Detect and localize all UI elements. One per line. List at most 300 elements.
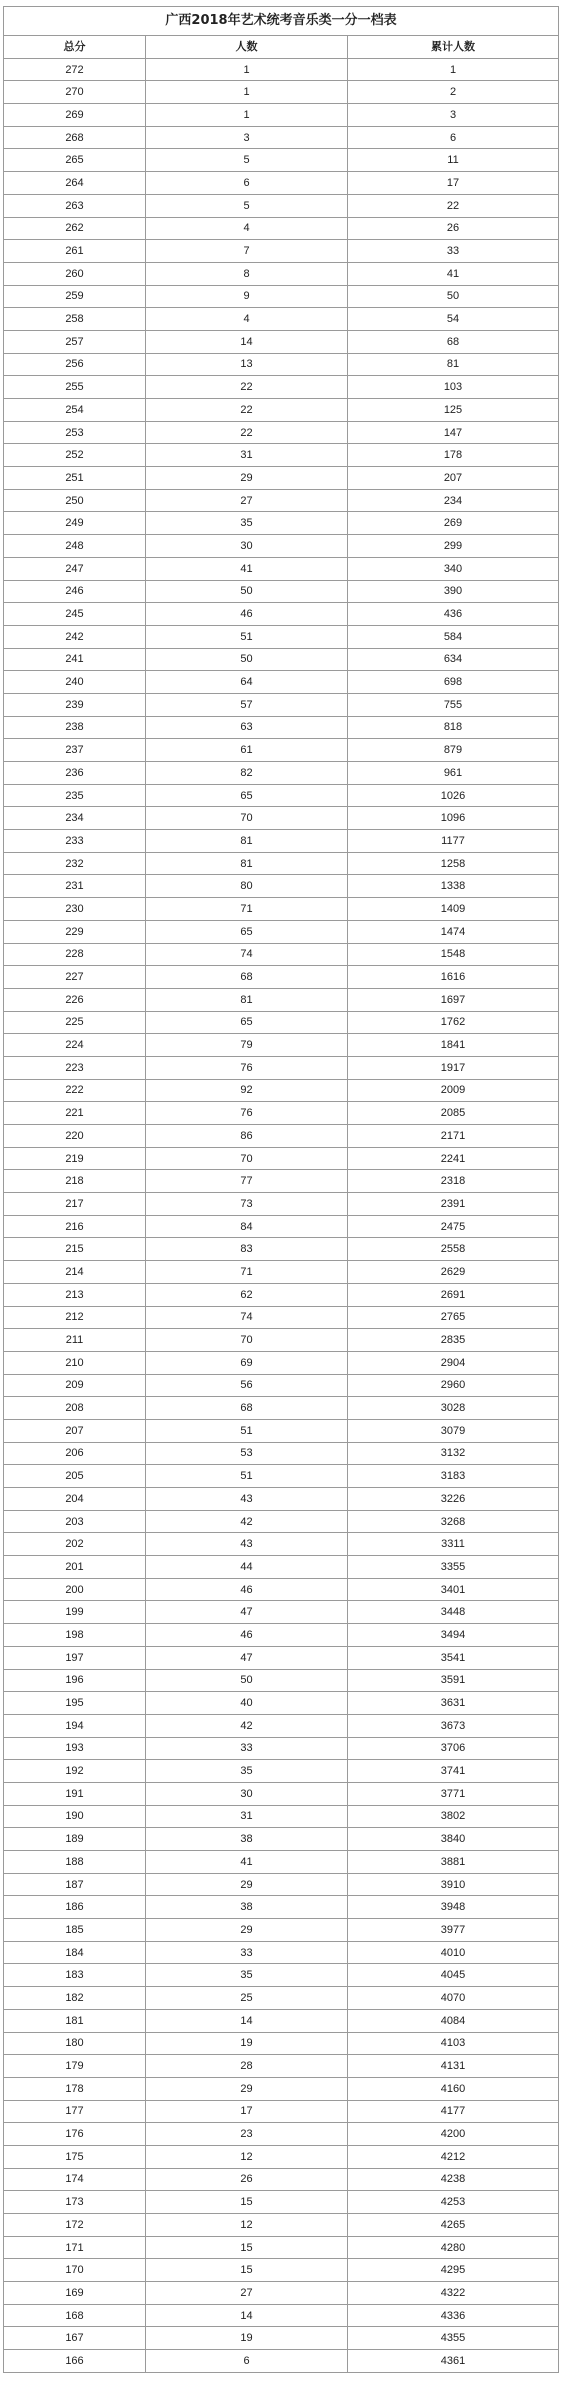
cell-count: 12 (146, 2145, 348, 2168)
cell-cumulative-count: 1548 (348, 943, 559, 966)
cell-count: 4 (146, 308, 348, 331)
table-row (4, 2100, 559, 2123)
cell-cumulative-count: 26 (348, 217, 559, 240)
table-row (4, 988, 559, 1011)
cell-total-score: 252 (4, 444, 146, 467)
cell-total-score: 193 (4, 1737, 146, 1760)
cell-total-score: 178 (4, 2077, 146, 2100)
table-row (4, 1782, 559, 1805)
cell-cumulative-count: 1177 (348, 830, 559, 853)
table-row (4, 1351, 559, 1374)
cell-cumulative-count: 3448 (348, 1601, 559, 1624)
cell-total-score: 201 (4, 1556, 146, 1579)
header-total-score: 总分 (4, 36, 146, 59)
table-row (4, 966, 559, 989)
cell-total-score: 254 (4, 399, 146, 422)
cell-total-score: 214 (4, 1261, 146, 1284)
table-row (4, 2282, 559, 2305)
cell-cumulative-count: 1 (348, 58, 559, 81)
cell-cumulative-count: 1762 (348, 1011, 559, 1034)
table-row (4, 2191, 559, 2214)
table-row (4, 1760, 559, 1783)
cell-total-score: 236 (4, 762, 146, 785)
cell-total-score: 190 (4, 1805, 146, 1828)
table-row (4, 1896, 559, 1919)
cell-cumulative-count: 4200 (348, 2123, 559, 2146)
cell-cumulative-count: 340 (348, 557, 559, 580)
cell-count: 30 (146, 535, 348, 558)
cell-count: 26 (146, 2168, 348, 2191)
table-row (4, 1011, 559, 1034)
cell-total-score: 228 (4, 943, 146, 966)
table-row (4, 444, 559, 467)
cell-count: 69 (146, 1351, 348, 1374)
table-row (4, 126, 559, 149)
cell-cumulative-count: 4265 (348, 2214, 559, 2237)
cell-count: 22 (146, 376, 348, 399)
cell-cumulative-count: 755 (348, 693, 559, 716)
cell-cumulative-count: 22 (348, 194, 559, 217)
cell-total-score: 246 (4, 580, 146, 603)
cell-cumulative-count: 103 (348, 376, 559, 399)
cell-total-score: 173 (4, 2191, 146, 2214)
cell-cumulative-count: 1697 (348, 988, 559, 1011)
cell-count: 29 (146, 2077, 348, 2100)
table-row (4, 240, 559, 263)
cell-total-score: 232 (4, 852, 146, 875)
cell-cumulative-count: 4238 (348, 2168, 559, 2191)
cell-count: 12 (146, 2214, 348, 2237)
cell-total-score: 233 (4, 830, 146, 853)
cell-total-score: 200 (4, 1578, 146, 1601)
cell-count: 38 (146, 1896, 348, 1919)
cell-total-score: 241 (4, 648, 146, 671)
cell-cumulative-count: 3771 (348, 1782, 559, 1805)
cell-count: 41 (146, 1851, 348, 1874)
cell-cumulative-count: 698 (348, 671, 559, 694)
cell-count: 17 (146, 2100, 348, 2123)
table-row (4, 693, 559, 716)
table-row (4, 784, 559, 807)
header-row (4, 36, 559, 59)
cell-cumulative-count: 2085 (348, 1102, 559, 1125)
cell-cumulative-count: 3401 (348, 1578, 559, 1601)
cell-total-score: 248 (4, 535, 146, 558)
table-title: 广西2018年艺术统考音乐类一分一档表 (3, 6, 559, 35)
cell-count: 51 (146, 1419, 348, 1442)
cell-count: 8 (146, 262, 348, 285)
cell-total-score: 186 (4, 1896, 146, 1919)
table-row (4, 1397, 559, 1420)
table-row (4, 1283, 559, 1306)
cell-cumulative-count: 4010 (348, 1941, 559, 1964)
cell-count: 74 (146, 1306, 348, 1329)
cell-cumulative-count: 879 (348, 739, 559, 762)
cell-total-score: 176 (4, 2123, 146, 2146)
cell-count: 28 (146, 2055, 348, 2078)
cell-count: 6 (146, 172, 348, 195)
cell-total-score: 225 (4, 1011, 146, 1034)
table-row (4, 716, 559, 739)
cell-count: 76 (146, 1102, 348, 1125)
cell-cumulative-count: 3840 (348, 1828, 559, 1851)
cell-count: 1 (146, 58, 348, 81)
table-row (4, 1556, 559, 1579)
table-row (4, 81, 559, 104)
cell-count: 64 (146, 671, 348, 694)
table-row (4, 943, 559, 966)
cell-cumulative-count: 4322 (348, 2282, 559, 2305)
cell-cumulative-count: 2241 (348, 1147, 559, 1170)
cell-count: 35 (146, 512, 348, 535)
cell-count: 6 (146, 2350, 348, 2373)
table-row (4, 399, 559, 422)
cell-total-score: 169 (4, 2282, 146, 2305)
cell-total-score: 272 (4, 58, 146, 81)
cell-count: 15 (146, 2191, 348, 2214)
table-row (4, 2327, 559, 2350)
table-row (4, 58, 559, 81)
cell-total-score: 174 (4, 2168, 146, 2191)
cell-count: 83 (146, 1238, 348, 1261)
cell-cumulative-count: 2 (348, 81, 559, 104)
table-row (4, 2168, 559, 2191)
cell-count: 65 (146, 920, 348, 943)
table-row (4, 1034, 559, 1057)
table-row (4, 1533, 559, 1556)
cell-total-score: 235 (4, 784, 146, 807)
cell-total-score: 226 (4, 988, 146, 1011)
cell-count: 27 (146, 2282, 348, 2305)
cell-cumulative-count: 4131 (348, 2055, 559, 2078)
cell-cumulative-count: 147 (348, 421, 559, 444)
cell-total-score: 234 (4, 807, 146, 830)
cell-cumulative-count: 50 (348, 285, 559, 308)
cell-count: 1 (146, 104, 348, 127)
cell-count: 33 (146, 1941, 348, 1964)
cell-cumulative-count: 4084 (348, 2009, 559, 2032)
cell-cumulative-count: 269 (348, 512, 559, 535)
cell-total-score: 240 (4, 671, 146, 694)
cell-total-score: 196 (4, 1669, 146, 1692)
cell-cumulative-count: 3226 (348, 1488, 559, 1511)
cell-count: 50 (146, 648, 348, 671)
table-row (4, 1125, 559, 1148)
cell-cumulative-count: 2691 (348, 1283, 559, 1306)
score-table (3, 6, 559, 2373)
cell-count: 15 (146, 2236, 348, 2259)
cell-count: 5 (146, 194, 348, 217)
cell-count: 7 (146, 240, 348, 263)
table-row (4, 353, 559, 376)
table-row (4, 1147, 559, 1170)
cell-total-score: 224 (4, 1034, 146, 1057)
cell-count: 15 (146, 2259, 348, 2282)
cell-count: 79 (146, 1034, 348, 1057)
cell-count: 46 (146, 603, 348, 626)
cell-total-score: 192 (4, 1760, 146, 1783)
cell-count: 77 (146, 1170, 348, 1193)
cell-cumulative-count: 1917 (348, 1056, 559, 1079)
cell-cumulative-count: 3183 (348, 1465, 559, 1488)
cell-count: 47 (146, 1646, 348, 1669)
cell-total-score: 167 (4, 2327, 146, 2350)
cell-total-score: 249 (4, 512, 146, 535)
table-row (4, 1873, 559, 1896)
table-row (4, 1170, 559, 1193)
table-row (4, 1646, 559, 1669)
table-row (4, 512, 559, 535)
cell-count: 14 (146, 2009, 348, 2032)
cell-count: 35 (146, 1964, 348, 1987)
cell-count: 27 (146, 489, 348, 512)
cell-count: 68 (146, 966, 348, 989)
cell-cumulative-count: 961 (348, 762, 559, 785)
cell-count: 42 (146, 1714, 348, 1737)
cell-cumulative-count: 2960 (348, 1374, 559, 1397)
table-row (4, 1329, 559, 1352)
cell-count: 86 (146, 1125, 348, 1148)
cell-count: 31 (146, 1805, 348, 1828)
table-row (4, 1737, 559, 1760)
table-row (4, 2236, 559, 2259)
cell-cumulative-count: 4070 (348, 1987, 559, 2010)
cell-total-score: 197 (4, 1646, 146, 1669)
cell-total-score: 230 (4, 898, 146, 921)
cell-cumulative-count: 11 (348, 149, 559, 172)
cell-count: 63 (146, 716, 348, 739)
cell-total-score: 180 (4, 2032, 146, 2055)
table-row (4, 194, 559, 217)
table-row (4, 1669, 559, 1692)
cell-cumulative-count: 2629 (348, 1261, 559, 1284)
cell-total-score: 242 (4, 625, 146, 648)
cell-total-score: 170 (4, 2259, 146, 2282)
table-row (4, 285, 559, 308)
table-row (4, 376, 559, 399)
table-row (4, 1987, 559, 2010)
cell-count: 5 (146, 149, 348, 172)
cell-total-score: 265 (4, 149, 146, 172)
table-row (4, 1215, 559, 1238)
cell-count: 50 (146, 580, 348, 603)
cell-count: 71 (146, 898, 348, 921)
cell-cumulative-count: 3494 (348, 1624, 559, 1647)
cell-count: 22 (146, 421, 348, 444)
table-row (4, 2123, 559, 2146)
table-row (4, 1805, 559, 1828)
cell-cumulative-count: 2318 (348, 1170, 559, 1193)
cell-total-score: 258 (4, 308, 146, 331)
table-row (4, 1714, 559, 1737)
cell-total-score: 206 (4, 1442, 146, 1465)
cell-cumulative-count: 1338 (348, 875, 559, 898)
cell-total-score: 194 (4, 1714, 146, 1737)
cell-total-score: 256 (4, 353, 146, 376)
cell-count: 47 (146, 1601, 348, 1624)
cell-cumulative-count: 818 (348, 716, 559, 739)
cell-count: 29 (146, 467, 348, 490)
cell-cumulative-count: 125 (348, 399, 559, 422)
table-row (4, 421, 559, 444)
cell-total-score: 188 (4, 1851, 146, 1874)
cell-count: 31 (146, 444, 348, 467)
table-row (4, 852, 559, 875)
cell-count: 14 (146, 2304, 348, 2327)
cell-cumulative-count: 4177 (348, 2100, 559, 2123)
cell-count: 44 (146, 1556, 348, 1579)
cell-cumulative-count: 41 (348, 262, 559, 285)
table-row (4, 671, 559, 694)
cell-cumulative-count: 1096 (348, 807, 559, 830)
cell-total-score: 250 (4, 489, 146, 512)
cell-cumulative-count: 3673 (348, 1714, 559, 1737)
cell-count: 1 (146, 81, 348, 104)
cell-cumulative-count: 3541 (348, 1646, 559, 1669)
cell-count: 43 (146, 1533, 348, 1556)
cell-total-score: 217 (4, 1193, 146, 1216)
table-row (4, 1828, 559, 1851)
cell-total-score: 222 (4, 1079, 146, 1102)
cell-count: 23 (146, 2123, 348, 2146)
table-row (4, 1261, 559, 1284)
cell-total-score: 182 (4, 1987, 146, 2010)
table-row (4, 1238, 559, 1261)
cell-cumulative-count: 81 (348, 353, 559, 376)
cell-cumulative-count: 4295 (348, 2259, 559, 2282)
table-row (4, 920, 559, 943)
cell-count: 53 (146, 1442, 348, 1465)
cell-count: 22 (146, 399, 348, 422)
cell-count: 80 (146, 875, 348, 898)
cell-cumulative-count: 299 (348, 535, 559, 558)
cell-total-score: 207 (4, 1419, 146, 1442)
cell-cumulative-count: 390 (348, 580, 559, 603)
header-count: 人数 (146, 36, 348, 59)
cell-total-score: 198 (4, 1624, 146, 1647)
cell-total-score: 247 (4, 557, 146, 580)
table-row (4, 807, 559, 830)
table-row (4, 149, 559, 172)
cell-total-score: 220 (4, 1125, 146, 1148)
cell-count: 35 (146, 1760, 348, 1783)
table-row (4, 762, 559, 785)
table-row (4, 1692, 559, 1715)
cell-cumulative-count: 207 (348, 467, 559, 490)
cell-cumulative-count: 3802 (348, 1805, 559, 1828)
table-row (4, 2032, 559, 2055)
cell-count: 13 (146, 353, 348, 376)
cell-total-score: 218 (4, 1170, 146, 1193)
cell-count: 19 (146, 2327, 348, 2350)
cell-total-score: 229 (4, 920, 146, 943)
cell-count: 14 (146, 330, 348, 353)
cell-total-score: 203 (4, 1510, 146, 1533)
cell-total-score: 187 (4, 1873, 146, 1896)
table-row (4, 1601, 559, 1624)
cell-total-score: 199 (4, 1601, 146, 1624)
cell-cumulative-count: 4045 (348, 1964, 559, 1987)
cell-count: 33 (146, 1737, 348, 1760)
cell-total-score: 204 (4, 1488, 146, 1511)
table-row (4, 1851, 559, 1874)
table-body (4, 58, 559, 2372)
cell-cumulative-count: 17 (348, 172, 559, 195)
cell-count: 41 (146, 557, 348, 580)
table-row (4, 557, 559, 580)
table-row (4, 830, 559, 853)
cell-total-score: 257 (4, 330, 146, 353)
cell-cumulative-count: 4280 (348, 2236, 559, 2259)
cell-cumulative-count: 178 (348, 444, 559, 467)
cell-cumulative-count: 54 (348, 308, 559, 331)
cell-total-score: 216 (4, 1215, 146, 1238)
cell-total-score: 231 (4, 875, 146, 898)
cell-cumulative-count: 6 (348, 126, 559, 149)
cell-count: 92 (146, 1079, 348, 1102)
cell-cumulative-count: 1841 (348, 1034, 559, 1057)
cell-count: 73 (146, 1193, 348, 1216)
table-row (4, 1306, 559, 1329)
table-row (4, 262, 559, 285)
table-row (4, 2350, 559, 2373)
cell-cumulative-count: 4160 (348, 2077, 559, 2100)
cell-cumulative-count: 4253 (348, 2191, 559, 2214)
cell-total-score: 262 (4, 217, 146, 240)
cell-total-score: 213 (4, 1283, 146, 1306)
cell-count: 61 (146, 739, 348, 762)
cell-total-score: 255 (4, 376, 146, 399)
cell-cumulative-count: 3591 (348, 1669, 559, 1692)
cell-cumulative-count: 1474 (348, 920, 559, 943)
cell-cumulative-count: 3631 (348, 1692, 559, 1715)
cell-total-score: 166 (4, 2350, 146, 2373)
cell-count: 25 (146, 1987, 348, 2010)
cell-total-score: 168 (4, 2304, 146, 2327)
table-row (4, 308, 559, 331)
cell-cumulative-count: 2558 (348, 1238, 559, 1261)
cell-cumulative-count: 2835 (348, 1329, 559, 1352)
cell-count: 68 (146, 1397, 348, 1420)
cell-count: 84 (146, 1215, 348, 1238)
cell-cumulative-count: 1409 (348, 898, 559, 921)
cell-total-score: 261 (4, 240, 146, 263)
cell-total-score: 181 (4, 2009, 146, 2032)
cell-cumulative-count: 436 (348, 603, 559, 626)
table-row (4, 535, 559, 558)
cell-cumulative-count: 3706 (348, 1737, 559, 1760)
header-cumulative-count: 累计人数 (348, 36, 559, 59)
cell-cumulative-count: 3741 (348, 1760, 559, 1783)
cell-total-score: 259 (4, 285, 146, 308)
cell-cumulative-count: 33 (348, 240, 559, 263)
cell-total-score: 251 (4, 467, 146, 490)
cell-total-score: 221 (4, 1102, 146, 1125)
cell-cumulative-count: 3028 (348, 1397, 559, 1420)
cell-cumulative-count: 1258 (348, 852, 559, 875)
cell-count: 29 (146, 1919, 348, 1942)
cell-total-score: 209 (4, 1374, 146, 1397)
cell-count: 46 (146, 1624, 348, 1647)
cell-total-score: 211 (4, 1329, 146, 1352)
cell-count: 51 (146, 625, 348, 648)
cell-count: 71 (146, 1261, 348, 1284)
cell-total-score: 185 (4, 1919, 146, 1942)
table-row (4, 1941, 559, 1964)
cell-cumulative-count: 2391 (348, 1193, 559, 1216)
cell-count: 51 (146, 1465, 348, 1488)
cell-cumulative-count: 2171 (348, 1125, 559, 1148)
